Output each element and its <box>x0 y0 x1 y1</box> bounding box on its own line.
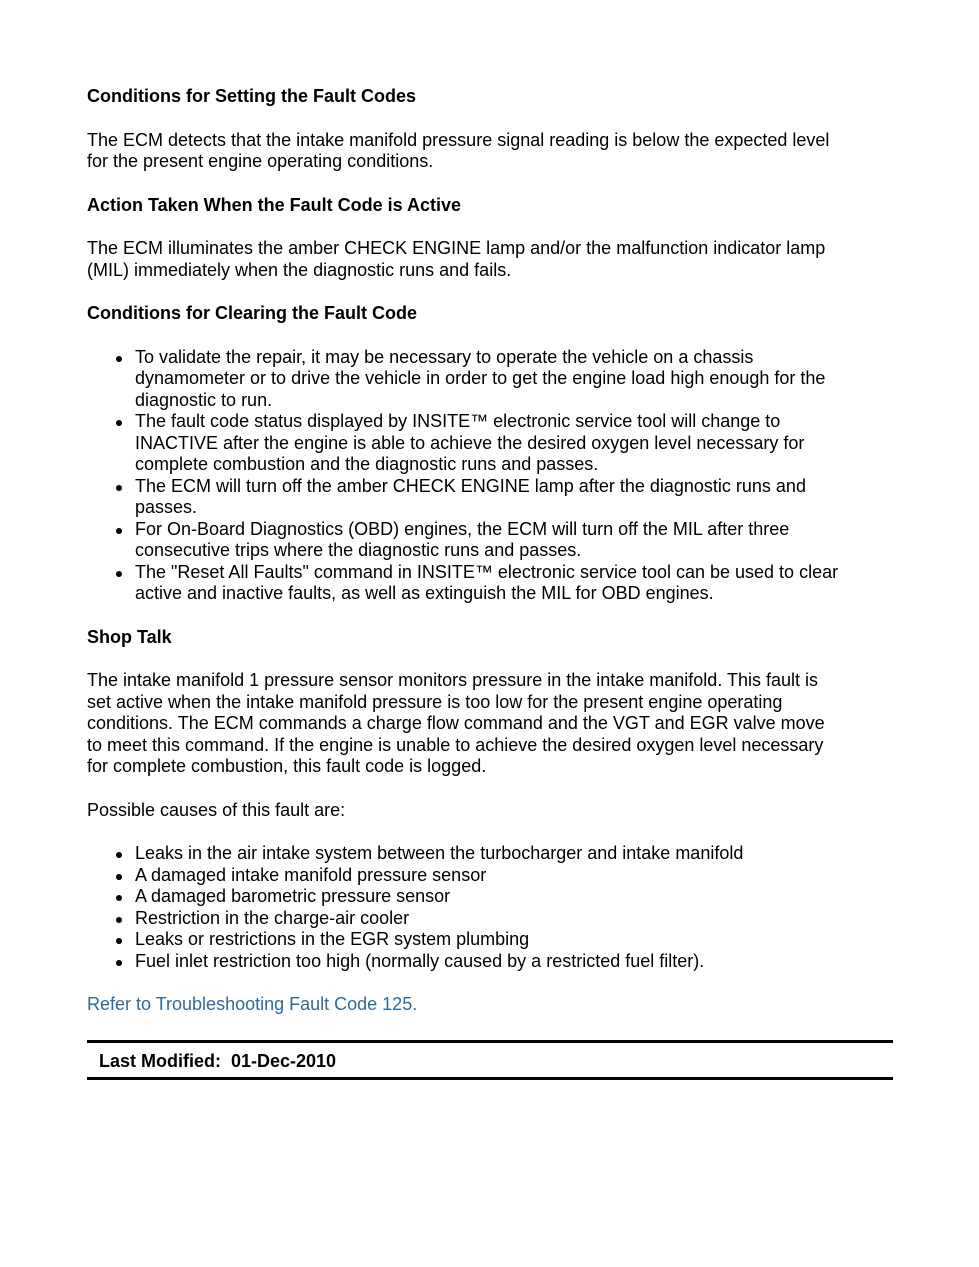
text-line: (MIL) immediately when the diagnostic runs and fails. <box>87 259 512 280</box>
clearing-list <box>87 347 893 605</box>
bullet-icon <box>116 960 122 966</box>
text-line: The ECM will turn off the amber CHECK ENGINE lamp after the diagnostic runs and <box>135 475 806 496</box>
list-item <box>135 411 893 476</box>
list-item <box>135 908 893 930</box>
text-line: For On-Board Diagnostics (OBD) engines, the ECM will turn off the MIL after three <box>135 518 790 539</box>
text-line: conditions. The ECM commands a charge flow command and the VGT and EGR valve move <box>87 713 825 733</box>
text-line: to meet this command. If the engine is unable to achieve the desired oxygen level necessary <box>87 734 824 755</box>
text-line: INACTIVE after the engine is able to achieve the desired oxygen level necessary for <box>135 432 805 453</box>
list-item <box>135 886 893 908</box>
cause-text: A damaged barometric pressure sensor <box>135 886 451 906</box>
text-line: dynamometer or to drive the vehicle in order to get the engine load high enough for the <box>135 368 826 388</box>
cause-text: Leaks in the air intake system between the turbocharger and intake manifold <box>135 843 744 863</box>
list-item <box>135 347 893 412</box>
text-line: The fault code status displayed by INSITE™ electronic service tool will change to <box>135 411 781 431</box>
bullet-icon <box>116 938 122 944</box>
text-line: The ECM detects that the intake manifold pressure signal reading is below the expected level <box>87 129 830 150</box>
bullet-icon <box>116 356 122 362</box>
list-item <box>135 562 893 605</box>
cause-text: A damaged intake manifold pressure sensor <box>135 864 487 885</box>
bullet-icon <box>116 874 122 880</box>
text-line: To validate the repair, it may be necessary to operate the vehicle on a chassis <box>135 346 754 367</box>
bullet-icon <box>116 485 122 491</box>
document-body <box>87 86 893 1016</box>
bullet-icon <box>116 528 122 534</box>
text-line: The intake manifold 1 pressure sensor monitors pressure in the intake manifold. This fault is <box>87 670 819 690</box>
setting-paragraph <box>87 130 893 173</box>
causes-list <box>87 843 893 972</box>
cause-text: Fuel inlet restriction too high (normally caused by a restricted fuel filter). <box>135 950 705 971</box>
cause-text: Leaks or restrictions in the EGR system plumbing <box>135 929 530 949</box>
list-item <box>135 519 893 562</box>
text-line: diagnostic to run. <box>135 389 273 410</box>
text-line: complete combustion and the diagnostic runs and passes. <box>135 454 599 474</box>
action-heading: Action Taken When the Fault Code is Active <box>87 194 462 215</box>
action-paragraph <box>87 238 893 281</box>
bullet-icon <box>116 571 122 577</box>
list-item <box>135 865 893 887</box>
shop-talk-paragraph <box>87 670 893 778</box>
text-line: active and inactive faults, as well as extinguish the MIL for OBD engines. <box>135 583 714 603</box>
setting-heading: Conditions for Setting the Fault Codes <box>87 86 416 106</box>
cause-text: Restriction in the charge-air cooler <box>135 907 410 928</box>
footer-bar <box>87 1040 893 1080</box>
bullet-icon <box>116 895 122 901</box>
text-line: for the present engine operating conditions. <box>87 151 434 171</box>
list-item <box>135 843 893 865</box>
clearing-heading: Conditions for Clearing the Fault Code <box>87 303 417 323</box>
text-line: set active when the intake manifold pressure is too low for the present engine operating <box>87 691 783 712</box>
causes-intro: Possible causes of this fault are: <box>87 799 346 820</box>
last-modified-label: Last Modified: 01-Dec-2010 <box>99 1051 337 1071</box>
text-line: The "Reset All Faults" command in INSITE™ electronic service tool can be used to clear <box>135 561 839 582</box>
text-line: for complete combustion, this fault code is logged. <box>87 756 487 776</box>
shop-talk-heading: Shop Talk <box>87 626 172 647</box>
bullet-icon <box>116 917 122 923</box>
list-item <box>135 476 893 519</box>
text-line: consecutive trips where the diagnostic runs and passes. <box>135 540 582 560</box>
text-line: passes. <box>135 497 198 517</box>
bullet-icon <box>116 852 122 858</box>
list-item <box>135 929 893 951</box>
bullet-icon <box>116 420 122 426</box>
list-item <box>135 951 893 973</box>
text-line: The ECM illuminates the amber CHECK ENGINE lamp and/or the malfunction indicator lamp <box>87 238 826 258</box>
refer-troubleshooting-link[interactable]: Refer to Troubleshooting Fault Code 125. <box>87 994 418 1014</box>
